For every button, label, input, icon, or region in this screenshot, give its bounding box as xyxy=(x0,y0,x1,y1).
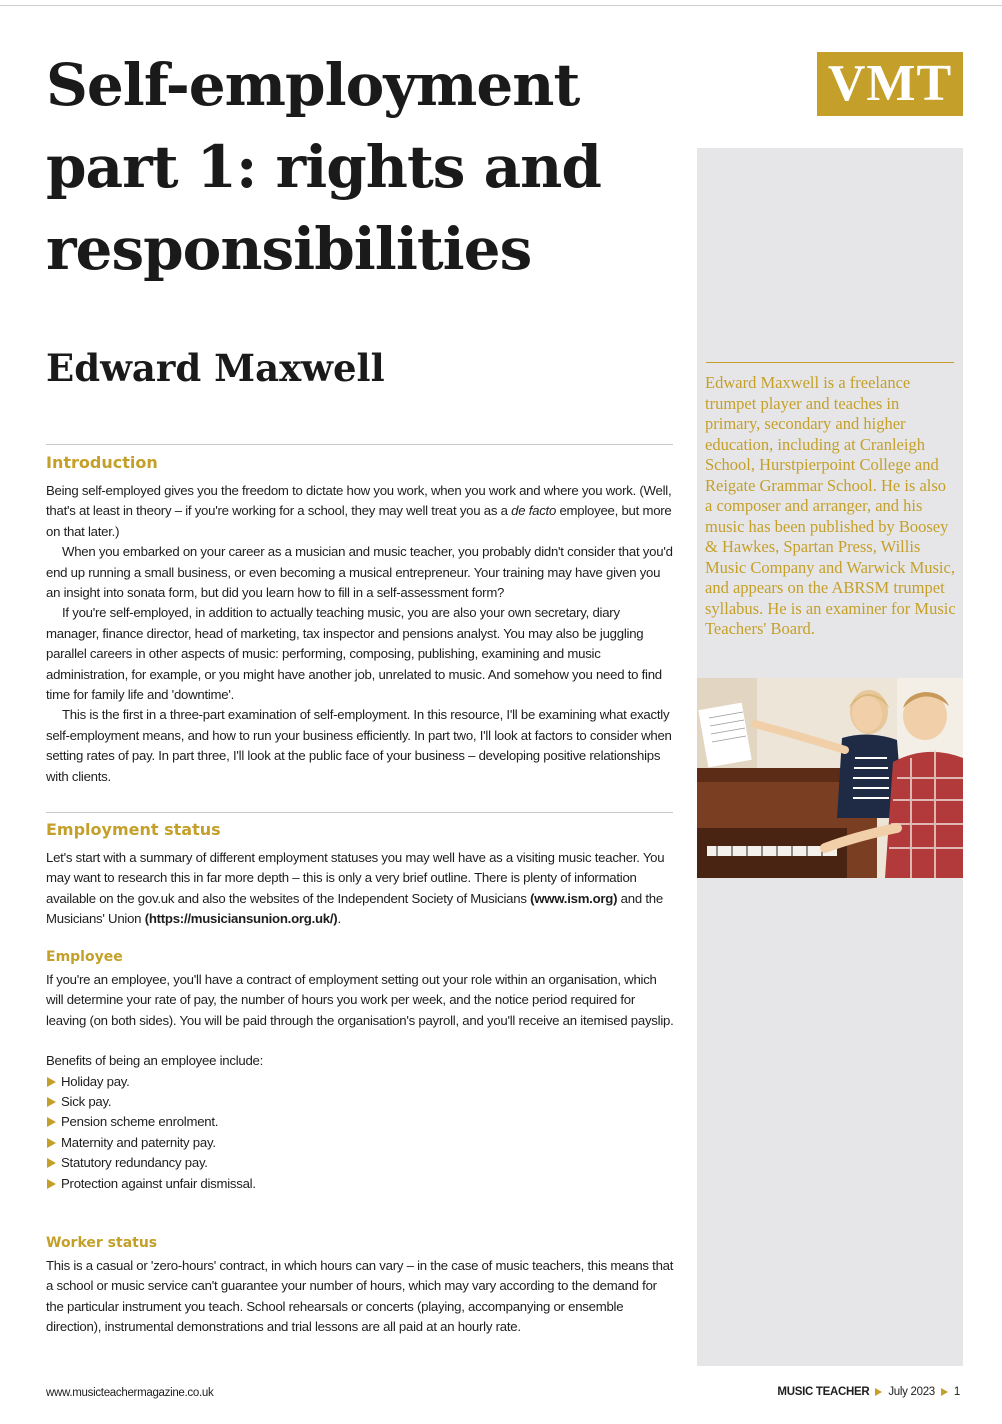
intro-paragraph-1 xyxy=(46,481,676,542)
vmt-logo: VMT xyxy=(817,52,963,116)
triangle-icon xyxy=(941,1388,948,1396)
top-rule xyxy=(0,5,1002,6)
list-item: Holiday pay. xyxy=(46,1072,676,1092)
footer-issue-date: July 2023 xyxy=(888,1386,935,1398)
employment-status-body xyxy=(46,848,676,930)
list-item: Maternity and paternity pay. xyxy=(46,1133,676,1153)
footer-url[interactable]: www.musicteachermagazine.co.uk xyxy=(46,1387,214,1399)
benefits-list xyxy=(46,1072,676,1194)
photo-teacher-and-boy-at-piano xyxy=(697,678,963,878)
intro-p1-italic: de facto xyxy=(511,503,557,519)
introduction-body xyxy=(46,481,676,787)
section-heading-introduction: Introduction xyxy=(46,453,158,472)
list-item: Sick pay. xyxy=(46,1092,676,1112)
employment-status-text-mid: and the Musicians' Union xyxy=(46,890,663,927)
triangle-icon xyxy=(875,1388,882,1396)
subheading-employee: Employee xyxy=(46,949,123,965)
article-title: Self-employment part 1: rights and responsibilities xyxy=(46,51,601,283)
worker-status-paragraph: This is a casual or 'zero-hours' contract, in which hours can vary – in the case of music teachers, this means that a school or music service can't guarantee your number of hours, which may vary according to the demand for the particular instrument you teach. School rehearsals or concerts (playing, accompanying or ensemble direction), instrumental demonstrations and trial lessons are all paid at an hourly rate. xyxy=(46,1258,674,1335)
list-item: Pension scheme enrolment. xyxy=(46,1112,676,1132)
author-bio: Edward Maxwell is a freelance trumpet player and teaches in primary, secondary and higher education, including at Cranleigh School, Hurstpierpoint College and Reigate Grammar School. He is also a composer and arranger, and his music has been published by Boosey & Hawkes, Spartan Press, Willis Music Company and Warwick Music, and appears on the ABRSM trumpet syllabus. He is an examiner for Music Teachers' Board. xyxy=(705,373,956,638)
intro-p1-text-end: employee, but more on that later.) xyxy=(46,503,672,539)
employment-status-text: Let's start with a summary of different employment statuses you may well have as a visiting music teacher. You may want to research this in far more depth – this is only a very brief outline. There is plenty of information available on the gov.uk and also the websites of the Independent Society of Musicians xyxy=(46,850,665,906)
intro-paragraph-3: If you're self-employed, in addition to actually teaching music, you are also your own secretary, diary manager, finance director, head of marketing, tax inspector and pensions analyst. You may also be juggling parallel careers in other aspects of music: performing, composing, publishing, examining and music administration, for example, or you might have another job, unrelated to music. And somehow you need to find time for family life and 'downtime'. xyxy=(46,605,662,703)
musicians-union-link[interactable]: (https://musiciansunion.org.uk/) xyxy=(144,911,338,927)
author-name: Edward Maxwell xyxy=(46,346,385,390)
footer-publication-info xyxy=(777,1386,960,1398)
page-number: 1 xyxy=(953,1386,960,1398)
section-divider xyxy=(46,444,673,445)
section-divider xyxy=(46,812,673,813)
sidebar-rule xyxy=(706,362,954,363)
intro-paragraph-4: This is the first in a three-part examination of self-employment. In this resource, I'll be examining what exactly self-employment means, and how to run your business efficiently. In part two, I'll look at factors to consider when setting rates of pay. In part three, I'll look at the public face of your business – developing positive relationships with clients. xyxy=(46,707,672,784)
photo-illustration xyxy=(697,678,963,878)
subheading-worker-status: Worker status xyxy=(46,1235,158,1251)
section-heading-employment-status: Employment status xyxy=(46,820,221,839)
employment-status-text-end: . xyxy=(337,911,341,927)
employee-body xyxy=(46,970,676,1194)
footer-brand: MUSIC TEACHER xyxy=(777,1386,870,1398)
intro-paragraph-2: When you embarked on your career as a musician and music teacher, you probably didn't consider that you'd end up running a small business, or even becoming a musical entrepreneur. Your training may have given you an insight into sonata form, but did you learn how to fill in a self-assessment form? xyxy=(46,544,673,601)
benefits-intro: Benefits of being an employee include: xyxy=(46,1053,264,1069)
list-item: Statutory redundancy pay. xyxy=(46,1153,676,1173)
list-item: Protection against unfair dismissal. xyxy=(46,1174,676,1194)
employee-paragraph: If you're an employee, you'll have a contract of employment setting out your role within an organisation, which will determine your rate of pay, the number of hours you work per week, and the notice period required for leaving (on both sides). You will be paid through the organisation's payroll, and you'll receive an itemised payslip. xyxy=(46,972,674,1028)
ism-link[interactable]: (www.ism.org) xyxy=(530,890,618,906)
employment-status-paragraph xyxy=(46,848,676,930)
intro-p1-text: Being self-employed gives you the freedom to dictate how you work, when you work and where you work. (Well, that's at least in theory – if you're working for a school, they may well treat you as a xyxy=(46,483,672,519)
worker-status-body xyxy=(46,1256,676,1338)
